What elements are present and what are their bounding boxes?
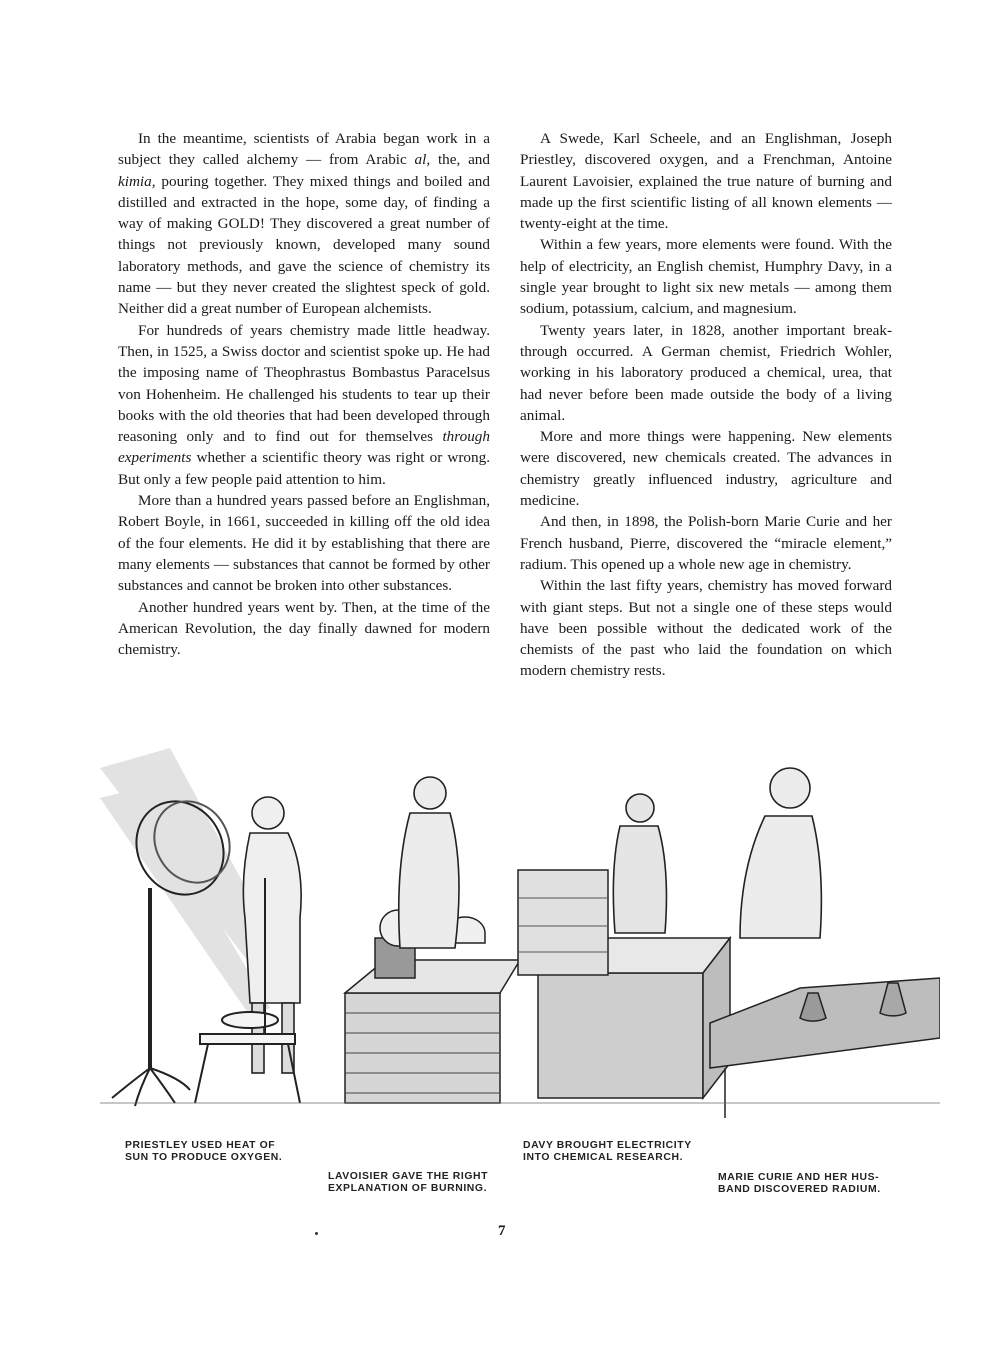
caption-lavoisier: LAVOISIER GAVE THE RIGHT EXPLANATION OF BURNING. <box>328 1171 489 1194</box>
paragraph-advances: More and more things were happening. New elements were discovered, new chemicals created. The advances in chemistry greatly influenced industry, agriculture and medicine. <box>520 428 892 510</box>
paragraph-curie: And then, in 1898, the Polish-born Marie Curie and her French husband, Pierre, discovered the “miracle element,” radium. This opened up a whole new age in chemistry. <box>520 513 892 573</box>
paragraph-paracelsus: For hundreds of years chemistry made little headway. Then, in 1525, a Swiss doctor and scientist spoke up. He had the imposing name of Theophrastus Bombastus Paracelsus von Hohenheim. He challenged his students to tear up their books with the old theories that had been developed through reasoning only and to find out for themselves through experiments whether a scientific theory was right or wrong. But only a few people paid attention to him. <box>118 321 490 488</box>
right-text-column <box>520 128 892 682</box>
page-number: 7 <box>498 1223 506 1239</box>
paragraph-revolution: Another hundred years went by. Then, at the time of the American Revolution, the day finally dawned for modern chemistry. <box>118 598 490 659</box>
print-speck <box>315 1232 318 1235</box>
paragraph-davy: Within a few years, more elements were found. With the help of electricity, an English chemist, Humphry Davy, in a single year brought to light six new metals — among them sodium, potassium, calcium, and magnesium. <box>520 236 892 318</box>
davy-figure <box>613 794 666 933</box>
paragraph-boyle: More than a hundred years passed before an Englishman, Robert Boyle, in 1661, succeeded in killing off the old idea of the four elements. He did it by establishing that there are many elements — substances that cannot be formed by other substances and cannot be broken into other substances. <box>118 492 490 595</box>
caption-curie: MARIE CURIE AND HER HUS- BAND DISCOVERED RADIUM. <box>718 1172 881 1195</box>
curie-figure <box>740 768 821 938</box>
priestley-figure <box>243 797 301 1073</box>
chemists-illustration <box>100 738 940 1118</box>
paragraph-fifty-years: Within the last fifty years, chemistry has moved forward with giant steps. But not a single one of these steps would have been possible without the dedicated work of the chemists of the past who laid the foundation on which modern chemistry rests. <box>520 577 892 680</box>
lavoisier-figure <box>399 777 459 948</box>
paragraph-wohler: Twenty years later, in 1828, another important break-through occurred. A German chemist, Friedrich Wohler, working in his laboratory produced a chemical, urea, that had never before been made outside the body of a living animal. <box>520 321 892 424</box>
caption-davy: DAVY BROUGHT ELECTRICITY INTO CHEMICAL RESEARCH. <box>523 1140 692 1163</box>
curie-lab-table <box>710 978 940 1118</box>
left-text-column <box>118 128 490 660</box>
paragraph-alchemy: In the meantime, scientists of Arabia began work in a subject they called alchemy — from Arabic al, the, and kimia, pouring together. They mixed things and boiled and distilled and extracted in the hope, some day, of finding a way of making GOLD! They discovered a great number of things not previously known, developed many sound laboratory methods, and gave the science of chemistry its name — but they never created the slightest speck of gold. Neither did a great number of European alchemists. <box>118 130 490 318</box>
paragraph-oxygen: A Swede, Karl Scheele, and an Englishman, Joseph Priestley, discovered oxygen, and a Frenchman, Antoine Laurent Lavoisier, explained the true nature of burning and made up the first scientific listing of all known elements — twenty-eight at the time. <box>520 130 892 233</box>
caption-priestley: PRIESTLEY USED HEAT OF SUN TO PRODUCE OXYGEN. <box>125 1140 283 1163</box>
